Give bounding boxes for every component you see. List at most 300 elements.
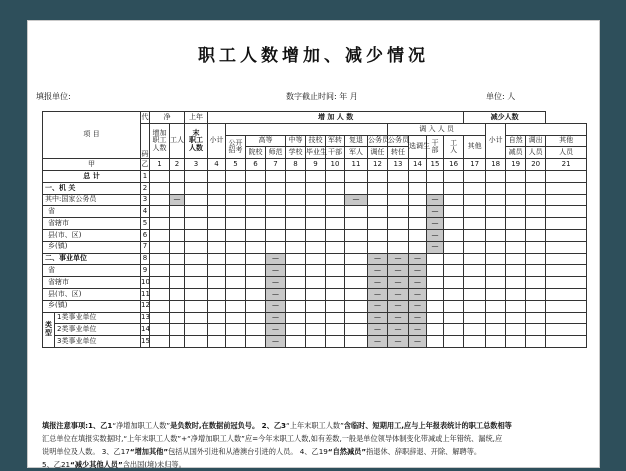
header-text: 增加 [152, 128, 167, 137]
data-cell [427, 312, 444, 324]
header-text: 14 [413, 159, 422, 168]
header-text: 公开 [228, 138, 243, 147]
header-text: 其中:国家公务员 [45, 195, 97, 204]
data-cell [208, 265, 226, 277]
data-cell [388, 170, 409, 182]
data-cell [150, 312, 170, 324]
data-cell [546, 312, 587, 324]
data-cell [185, 336, 208, 348]
data-cell [506, 194, 526, 206]
data-cell [526, 194, 546, 206]
data-cell [388, 194, 409, 206]
data-cell [546, 336, 587, 348]
data-cell [345, 277, 368, 289]
disabled-cell: — [388, 265, 409, 277]
data-cell [464, 170, 486, 182]
data-cell [486, 194, 506, 206]
data-cell [486, 265, 506, 277]
row-code [141, 277, 150, 289]
data-cell [286, 194, 306, 206]
note-text: “自然减员” [327, 447, 367, 456]
data-cell [526, 288, 546, 300]
data-cell [326, 265, 345, 277]
data-cell [306, 218, 326, 230]
column-header-normal [266, 147, 286, 159]
header-text: 干部 [328, 148, 343, 157]
data-cell [326, 194, 345, 206]
data-cell [526, 182, 546, 194]
data-cell [526, 312, 546, 324]
row-label [43, 229, 141, 241]
data-cell [226, 288, 246, 300]
data-cell [345, 324, 368, 336]
disabled-cell: — [368, 300, 388, 312]
row-code [141, 288, 150, 300]
column-index [208, 159, 226, 171]
header-text: 21 [561, 159, 571, 168]
data-cell [409, 241, 427, 253]
data-cell [208, 182, 226, 194]
disabled-cell: — [427, 194, 444, 206]
header-text: 2 [142, 183, 148, 192]
data-cell [150, 241, 170, 253]
note-text: 指退休、辞职辞退、开除、解聘等。 [366, 447, 482, 456]
header-text: 高等 [258, 136, 273, 145]
column-header-net [150, 112, 185, 124]
data-cell [306, 229, 326, 241]
data-cell [170, 277, 185, 289]
data-cell [150, 336, 170, 348]
disabled-cell: — [266, 277, 286, 289]
data-cell [444, 265, 464, 277]
disabled-cell: — [345, 194, 368, 206]
data-cell [444, 182, 464, 194]
note-line [42, 419, 587, 432]
data-cell [409, 182, 427, 194]
data-cell [368, 194, 388, 206]
row-code [141, 312, 150, 324]
data-cell [368, 206, 388, 218]
data-cell [266, 194, 286, 206]
header-text: 甲 [88, 159, 95, 168]
data-cell [444, 324, 464, 336]
data-cell [526, 324, 546, 336]
data-cell [185, 241, 208, 253]
data-cell [486, 170, 506, 182]
data-cell [486, 182, 506, 194]
data-cell [486, 253, 506, 265]
column-header-natural [506, 135, 526, 147]
data-cell [185, 182, 208, 194]
data-cell [526, 277, 546, 289]
data-cell [286, 229, 306, 241]
data-cell [345, 206, 368, 218]
data-cell [526, 336, 546, 348]
disabled-cell: — [368, 336, 388, 348]
data-cell [409, 218, 427, 230]
data-cell [266, 206, 286, 218]
data-cell [208, 241, 226, 253]
header-text: 其他 [467, 142, 482, 151]
data-cell [246, 288, 266, 300]
header-text: 职工 [189, 136, 204, 145]
note-text: 含出国(境)未归等。 [122, 460, 186, 469]
data-cell [464, 241, 486, 253]
note-text: “上年末职工人数” [286, 421, 344, 430]
data-cell [506, 218, 526, 230]
column-header-selected [409, 135, 431, 159]
column-header-net-increase [150, 123, 170, 158]
data-cell [444, 300, 464, 312]
data-cell [526, 253, 546, 265]
data-cell [246, 194, 266, 206]
data-cell [306, 253, 326, 265]
header-text: 复退 [349, 136, 364, 145]
table-row [43, 312, 587, 324]
data-cell [208, 324, 226, 336]
note-text: “减少其他人员” [70, 460, 123, 469]
data-cell [226, 206, 246, 218]
header-text: 10 [141, 277, 150, 286]
header-text: 项 目 [83, 130, 100, 139]
note-line [42, 432, 587, 445]
disabled-cell: — [388, 253, 409, 265]
data-cell [185, 312, 208, 324]
header-text: 乡(镇) [48, 301, 68, 310]
row-code [141, 170, 150, 182]
table-row [43, 265, 587, 277]
data-cell [226, 241, 246, 253]
data-cell [150, 253, 170, 265]
column-header-worker [444, 135, 464, 159]
data-cell [526, 218, 546, 230]
data-cell [506, 336, 526, 348]
data-cell [546, 229, 587, 241]
data-cell [546, 218, 587, 230]
data-cell [486, 324, 506, 336]
data-cell [427, 265, 444, 277]
header-text: 调任 [370, 148, 385, 157]
data-cell [226, 170, 246, 182]
data-cell [464, 182, 486, 194]
disabled-cell: — [368, 277, 388, 289]
data-cell [464, 218, 486, 230]
data-cell [345, 182, 368, 194]
row-label [43, 300, 141, 312]
column-index [486, 159, 506, 171]
table-row [43, 300, 587, 312]
data-cell [506, 182, 526, 194]
header-text: 选调生 [409, 142, 431, 151]
data-cell [208, 206, 226, 218]
column-header-higher [246, 135, 286, 147]
header-text: 人数 [152, 143, 167, 152]
header-text: 5 [233, 159, 238, 168]
header-text: 末 [192, 128, 200, 137]
data-cell [506, 312, 526, 324]
header-text: 7 [273, 159, 278, 168]
header-text: 其他 [559, 136, 574, 145]
data-cell [246, 182, 266, 194]
header-text: 12 [141, 301, 150, 310]
data-cell [246, 218, 266, 230]
data-cell [427, 288, 444, 300]
data-cell [150, 218, 170, 230]
note-text: 说明单位及人数。 3、乙17 [42, 447, 130, 456]
data-cell [345, 288, 368, 300]
data-cell [464, 324, 486, 336]
data-cell [464, 194, 486, 206]
row-label [43, 194, 141, 206]
data-cell [486, 229, 506, 241]
header-text: 军人 [349, 148, 364, 157]
note-text: 填报注意事项: [42, 421, 88, 430]
column-header-transfer-in [388, 123, 486, 135]
data-cell [326, 229, 345, 241]
table-row [43, 277, 587, 289]
table-row [43, 324, 587, 336]
data-cell [368, 229, 388, 241]
header-text: 16 [449, 159, 459, 168]
data-cell [246, 265, 266, 277]
data-cell [444, 277, 464, 289]
column-header-tech [306, 135, 326, 147]
header-text: 县(市、区) [48, 230, 82, 239]
header-text: 乡(镇) [48, 242, 68, 251]
data-cell [388, 241, 409, 253]
staff-change-table [42, 111, 587, 348]
column-index [170, 159, 185, 171]
header-text: 6 [142, 230, 148, 239]
data-cell [506, 206, 526, 218]
column-header-graduates-blank [226, 123, 388, 135]
row-label [55, 336, 141, 348]
row-code [141, 229, 150, 241]
row-label [43, 182, 141, 194]
data-cell [226, 194, 246, 206]
data-cell [546, 288, 587, 300]
data-cell [306, 277, 326, 289]
data-cell [185, 277, 208, 289]
note-text: 汇总单位在填报实数据时,“上年末职工人数”+“净增加职工人数”应=今年末职工人数,如有差数,一般是单位领导体制变化带减或上年错统、漏统,应 [42, 434, 503, 443]
header-text: 公务员 [388, 136, 410, 145]
header-text: 增 加 人 数 [317, 112, 354, 121]
header-text: 小计 [488, 136, 503, 145]
data-cell [464, 336, 486, 348]
data-cell [246, 324, 266, 336]
data-cell [208, 336, 226, 348]
data-cell [326, 324, 345, 336]
data-cell [170, 324, 185, 336]
header-text: 县(市、区) [48, 289, 82, 298]
table-row [43, 218, 587, 230]
column-header-dec-blank [506, 123, 587, 135]
data-cell [246, 170, 266, 182]
data-cell [266, 170, 286, 182]
data-cell [286, 218, 306, 230]
data-cell [546, 277, 587, 289]
data-cell [185, 288, 208, 300]
data-cell [546, 206, 587, 218]
data-cell [150, 324, 170, 336]
column-header-cs-transfer [388, 135, 409, 147]
note-text: “增加其他” [129, 447, 169, 456]
header-text: 4 [214, 159, 219, 168]
disabled-cell: — [427, 206, 444, 218]
header-text: 上年 [189, 112, 204, 121]
data-cell [326, 277, 345, 289]
data-cell [444, 218, 464, 230]
data-cell [226, 182, 246, 194]
data-cell [444, 170, 464, 182]
data-cell [326, 312, 345, 324]
data-cell [486, 206, 506, 218]
table-row [43, 206, 587, 218]
data-cell [286, 182, 306, 194]
header-text: 型 [45, 328, 52, 337]
data-cell [444, 336, 464, 348]
header-text: 自然 [508, 136, 523, 145]
header-text: 4 [142, 207, 148, 216]
disabled-cell: — [388, 312, 409, 324]
table-row [43, 229, 587, 241]
column-header-decrease [464, 112, 546, 124]
disabled-cell: — [388, 336, 409, 348]
header-text: 3类事业单位 [57, 336, 97, 345]
data-cell [486, 336, 506, 348]
column-index-yi [141, 159, 150, 171]
data-cell [464, 288, 486, 300]
disabled-cell: — [266, 288, 286, 300]
data-cell [150, 194, 170, 206]
disabled-cell: — [409, 324, 427, 336]
data-cell [226, 218, 246, 230]
column-header-tech2 [306, 147, 326, 159]
report-title: 职工人数增加、减少情况 [198, 46, 429, 66]
data-cell [246, 277, 266, 289]
header-text: 师范 [268, 148, 283, 157]
column-index [368, 159, 388, 171]
data-cell [185, 218, 208, 230]
data-cell [506, 288, 526, 300]
data-cell [208, 253, 226, 265]
disabled-cell: — [427, 241, 444, 253]
column-header-school [286, 147, 306, 159]
row-label [43, 288, 141, 300]
data-cell [306, 182, 326, 194]
row-header-type [43, 312, 55, 347]
data-cell [326, 182, 345, 194]
data-cell [464, 277, 486, 289]
header-text: 干 [431, 138, 439, 147]
data-cell [388, 229, 409, 241]
column-header-increase [208, 112, 464, 124]
data-cell [185, 324, 208, 336]
data-cell [170, 241, 185, 253]
column-header-military2 [326, 147, 345, 159]
header-text: 3 [142, 195, 148, 204]
data-cell [546, 253, 587, 265]
header-text: 13 [393, 159, 403, 168]
disabled-cell: — [368, 265, 388, 277]
disabled-cell: — [266, 265, 286, 277]
header-text: 省 [48, 207, 55, 216]
data-cell [286, 300, 306, 312]
column-header-veteran [345, 135, 368, 147]
data-cell [464, 300, 486, 312]
header-text: 二、事业单位 [45, 254, 87, 263]
column-index [526, 159, 546, 171]
data-cell [409, 229, 427, 241]
disabled-cell: — [368, 288, 388, 300]
data-cell [486, 300, 506, 312]
data-cell [306, 312, 326, 324]
row-code [141, 336, 150, 348]
header-text: 7 [142, 242, 148, 251]
header-text: 减少人数 [490, 112, 519, 121]
row-label [43, 265, 141, 277]
data-cell [226, 336, 246, 348]
column-index [286, 159, 306, 171]
disabled-cell: — [388, 277, 409, 289]
data-cell [185, 253, 208, 265]
data-cell [185, 300, 208, 312]
disabled-cell: — [409, 277, 427, 289]
note-text: 是负数时,在数据前冠负号。 2、乙3 [170, 421, 287, 430]
note-text: 包括从国外引进和从港澳台引进的人员。 4、乙19 [168, 447, 328, 456]
data-cell [486, 218, 506, 230]
data-cell [306, 206, 326, 218]
table-row [43, 159, 587, 171]
data-cell [286, 265, 306, 277]
data-cell [368, 241, 388, 253]
row-label [43, 241, 141, 253]
disabled-cell: — [409, 253, 427, 265]
data-cell [170, 288, 185, 300]
header-text: 职工 [152, 136, 167, 145]
header-text: 12 [373, 159, 382, 168]
header-text: 一、机 关 [45, 183, 76, 192]
data-cell [208, 229, 226, 241]
data-cell [226, 265, 246, 277]
header-text: 6 [253, 159, 258, 168]
data-cell [185, 265, 208, 277]
data-cell [464, 206, 486, 218]
data-cell [546, 170, 587, 182]
data-cell [506, 229, 526, 241]
data-cell [486, 277, 506, 289]
disabled-cell: — [266, 253, 286, 265]
header-text: 5 [142, 218, 148, 227]
row-label [43, 206, 141, 218]
column-header-other2 [546, 135, 587, 147]
data-cell [326, 206, 345, 218]
data-cell [170, 206, 185, 218]
data-cell [486, 241, 506, 253]
data-cell [170, 312, 185, 324]
disabled-cell: — [388, 324, 409, 336]
row-label [43, 170, 141, 182]
data-cell [345, 336, 368, 348]
header-text: 11 [351, 159, 361, 168]
disabled-cell: — [427, 218, 444, 230]
data-cell [226, 324, 246, 336]
data-cell [345, 312, 368, 324]
data-cell [345, 218, 368, 230]
header-text: 学校 [288, 148, 303, 157]
data-cell [526, 206, 546, 218]
disabled-cell: — [427, 229, 444, 241]
